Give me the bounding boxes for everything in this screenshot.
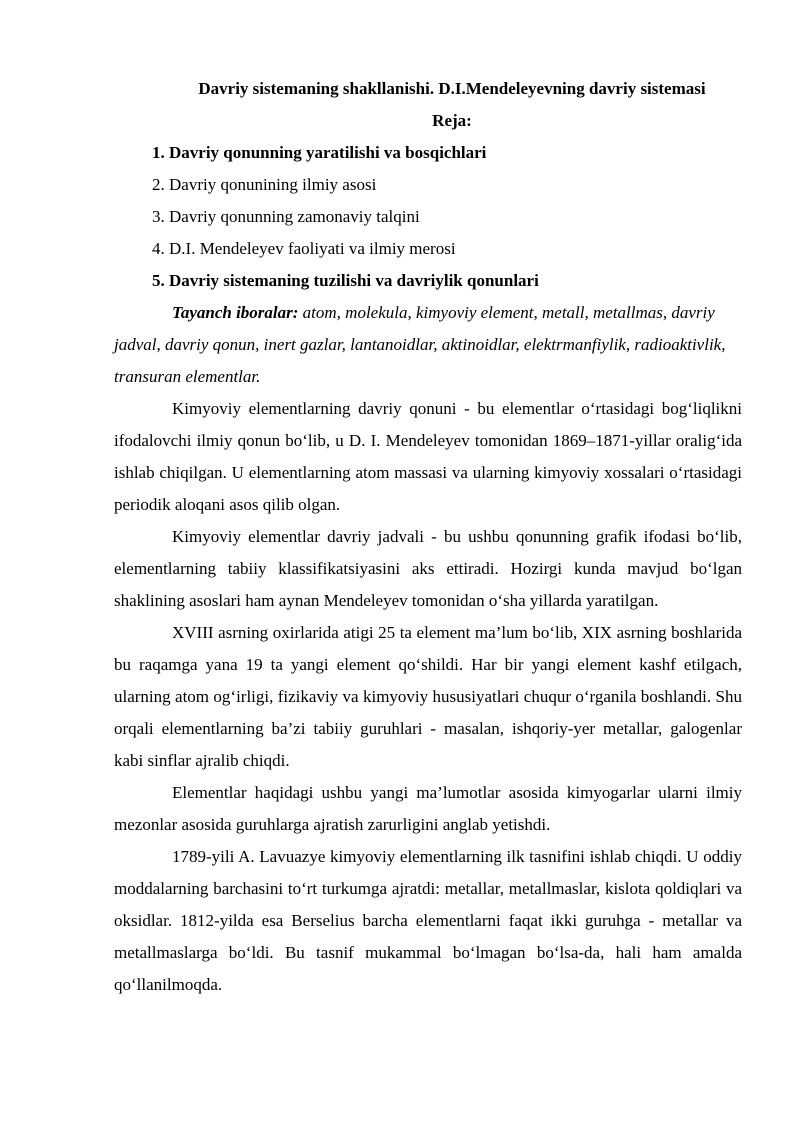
body-paragraph: Elementlar haqidagi ushbu yangi ma’lumotlar asosida kimyogarlar ularni ilmiy mezonlar asosida guruhlarga ajratish zarurligini anglab yetishdi.: [114, 783, 742, 834]
plan-list: [114, 137, 742, 297]
document-page: [114, 73, 742, 1001]
body-paragraph: 1789-yili A. Lavuazye kimyoviy elementlarning ilk tasnifini ishlab chiqdi. U oddiy moddalarning barchasini to‘rt turkumga ajratdi: metallar, metallmaslar, kislota qoldiqlari va oksidlar. 1812-yilda esa Berselius barcha elementlarni faqat ikki guruhga - metallar va metallmaslarga bo‘ldi. Bu tasnif mukammal bo‘lmagan bo‘lsa-da, hali ham amalda qo‘llanilmoqda.: [114, 847, 742, 994]
document-title: Davriy sistemaning shakllanishi. D.I.Mendeleyevning davriy sistemasi: [198, 79, 706, 98]
body-paragraph: XVIII asrning oxirlarida atigi 25 ta element ma’lum bo‘lib, XIX asrning boshlarida bu raqamga yana 19 ta yangi element qo‘shildi. Har bir yangi element kashf etilgach, ularning atom og‘irligi, fizikaviy va kimyoviy hususiyatlari chuqur o‘rganila boshlandi. Shu orqali elementlarning ba’zi tabiiy guruhlari - masalan, ishqoriy-yer metallar, galogenlar kabi sinflar ajralib chiqdi.: [114, 623, 742, 770]
plan-item: 4. D.I. Mendeleyev faoliyati va ilmiy merosi: [152, 239, 456, 258]
body-paragraph: Kimyoviy elementlar davriy jadvali - bu ushbu qonunning grafik ifodasi bo‘lib, elementlarning tabiiy klassifikatsiyasini aks ettiradi. Hozirgi kunda mavjud bo‘lgan shaklining asoslari ham aynan Mendeleyev tomonidan o‘sha yillarda yaratilgan.: [114, 527, 742, 610]
plan-item: 2. Davriy qonunining ilmiy asosi: [152, 175, 377, 194]
keywords-list: atom, molekula, kimyoviy element, metall, metallmas, davriy jadval, davriy qonun, inert gazlar, lantanoidlar, aktinoidlar, elektrmanfiylik, radioaktivlik, transuran elementlar.: [114, 303, 726, 386]
plan-item: 1. Davriy qonunning yaratilishi va bosqichlari: [152, 143, 487, 162]
plan-heading: Reja:: [432, 111, 472, 130]
keywords-label: Tayanch iboralar:: [172, 303, 299, 322]
body-paragraph: Kimyoviy elementlarning davriy qonuni - bu elementlar o‘rtasidagi bog‘liqlikni ifodalovchi ilmiy qonun bo‘lib, u D. I. Mendeleyev tomonidan 1869–1871-yillar oralig‘ida ishlab chiqilgan. U elementlarning atom massasi va ularning kimyoviy xossalari o‘rtasidagi periodik aloqani asos qilib olgan.: [114, 399, 742, 514]
plan-item: 5. Davriy sistemaning tuzilishi va davriylik qonunlari: [152, 271, 539, 290]
plan-item: 3. Davriy qonunning zamonaviy talqini: [152, 207, 420, 226]
keywords-paragraph: [114, 297, 742, 393]
